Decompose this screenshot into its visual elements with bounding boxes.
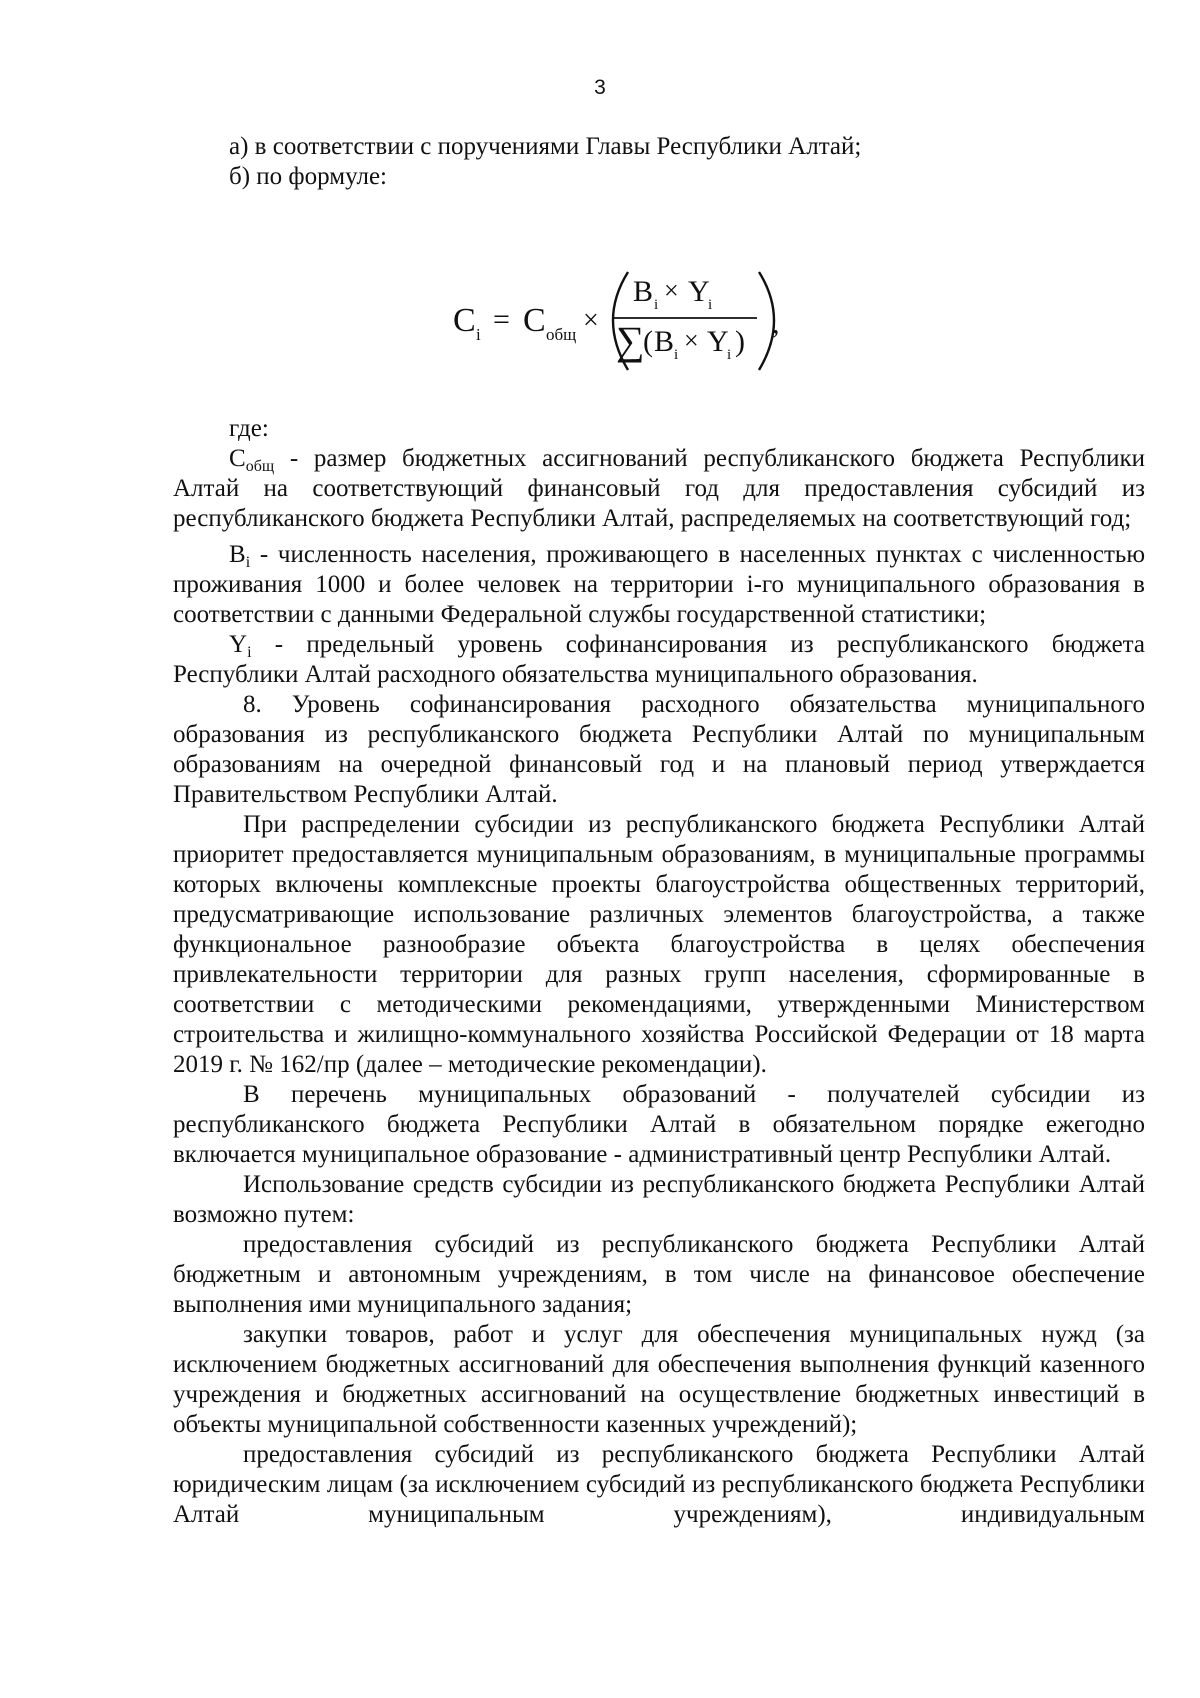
definition-symbol-sub: i	[245, 554, 251, 571]
definition-y-i	[173, 630, 1145, 690]
paragraph-8: 8. Уровень софинансирования расходного обязательства муниципального образования из республиканского бюджета Республики Алтай по муниципальным образованиям на очередной финансовый год и на плановый период утверждается Правительством Республики Алтай.	[173, 691, 1145, 808]
document-body	[173, 132, 1145, 1530]
denominator-sum: ∑	[616, 318, 645, 363]
paragraph-usage-intro: Использование средств субсидии из республиканского бюджета Республики Алтай возможно путем:	[173, 1171, 1145, 1228]
numerator-b: B	[633, 275, 654, 308]
definition-text: - численность населения, проживающего в населенных пунктах с численностью проживания 1000 и более человек на территории i-го муниципального образования в соответствии с данными Федеральной службы государственной статистики;	[173, 541, 1145, 628]
numerator-y-sub: i	[708, 297, 713, 313]
definition-symbol: Y	[229, 631, 248, 658]
denominator-y-sub: i	[727, 347, 732, 363]
list-item-b: б) по формуле:	[229, 163, 387, 190]
paragraph-usage-3: предоставления субсидий из республиканского бюджета Республики Алтай юридическим лицам (за исключением субсидий из республиканского бюджета Республики Алтай муниципальным учреждениям), индивидуальным	[173, 1441, 1145, 1528]
definition-symbol: B	[229, 541, 246, 568]
where-label: где:	[229, 415, 269, 442]
paragraph-priority: При распределении субсидии из республиканского бюджета Республики Алтай приоритет предоставляется муниципальным образованиям, в муниципальные программы которых включены комплексные проекты благоустройства общественных территорий, предусматривающие использование различных элементов благоустройства, а также функциональное разнообразие объекта благоустройства в целях обеспечения привлекательности территории для разных групп населения, сформированные в соответствии с методическими рекомендациями, утвержденными Министерством строительства и жилищно-коммунального хозяйства Российской Федерации от 18 марта 2019 г. № 162/пр (далее – методические рекомендации).	[173, 811, 1145, 1078]
numerator-b-sub: i	[654, 297, 659, 313]
formula-lhs-sub: i	[476, 325, 481, 344]
formula-lhs: C	[453, 302, 476, 339]
denominator-b-sub: i	[674, 347, 679, 363]
definition-b-i	[173, 540, 1145, 630]
numerator-y: Y	[688, 275, 710, 308]
definition-symbol-sub: i	[247, 644, 252, 661]
denominator-paren-close: )	[735, 325, 745, 358]
definition-text: - размер бюджетных ассигнований республиканского бюджета Республики Алтай на соответствующий финансовый год для предоставления субсидий из республиканского бюджета Республики Алтай, распределяемых на соответствующий год;	[173, 445, 1145, 532]
denominator-times: ×	[684, 326, 699, 355]
formula-trailing-comma: ,	[772, 307, 780, 340]
formula-total: C	[523, 302, 546, 339]
formula-equals: =	[493, 303, 510, 336]
definition-c-total	[173, 444, 1145, 534]
paragraph-list-inclusion: В перечень муниципальных образований - получателей субсидии из республиканского бюджета Республики Алтай в обязательном порядке ежегодно включается муниципальное образование - административный центр Республики Алтай.	[173, 1081, 1145, 1168]
denominator-paren-open: (	[643, 325, 653, 358]
numerator-times: ×	[664, 276, 679, 305]
definition-text: - предельный уровень софинансирования из республиканского бюджета Республики Алтай расходного обязательства муниципального образования.	[173, 631, 1145, 688]
formula-total-sub: общ	[546, 325, 577, 344]
definition-symbol-sub: общ	[245, 458, 275, 475]
denominator-y: Y	[707, 325, 729, 358]
allocation-formula	[173, 192, 1145, 414]
formula-times: ×	[583, 305, 599, 336]
paragraph-usage-2: закупки товаров, работ и услуг для обеспечения муниципальных нужд (за исключением бюджетных ассигнований для обеспечения выполнения функций казенного учреждения и бюджетных ассигнований на осуществление бюджетных инвестиций в объекты муниципальной собственности казенных учреждений);	[173, 1321, 1145, 1438]
page-number: 3	[594, 76, 606, 99]
denominator-b: B	[654, 325, 675, 358]
paragraph-usage-1: предоставления субсидий из республиканского бюджета Республики Алтай бюджетным и автономным учреждениям, в том числе на финансовое обеспечение выполнения ими муниципального задания;	[173, 1231, 1145, 1318]
definition-symbol: C	[229, 445, 246, 472]
list-item-a: а) в соответствии с поручениями Главы Республики Алтай;	[229, 133, 862, 160]
